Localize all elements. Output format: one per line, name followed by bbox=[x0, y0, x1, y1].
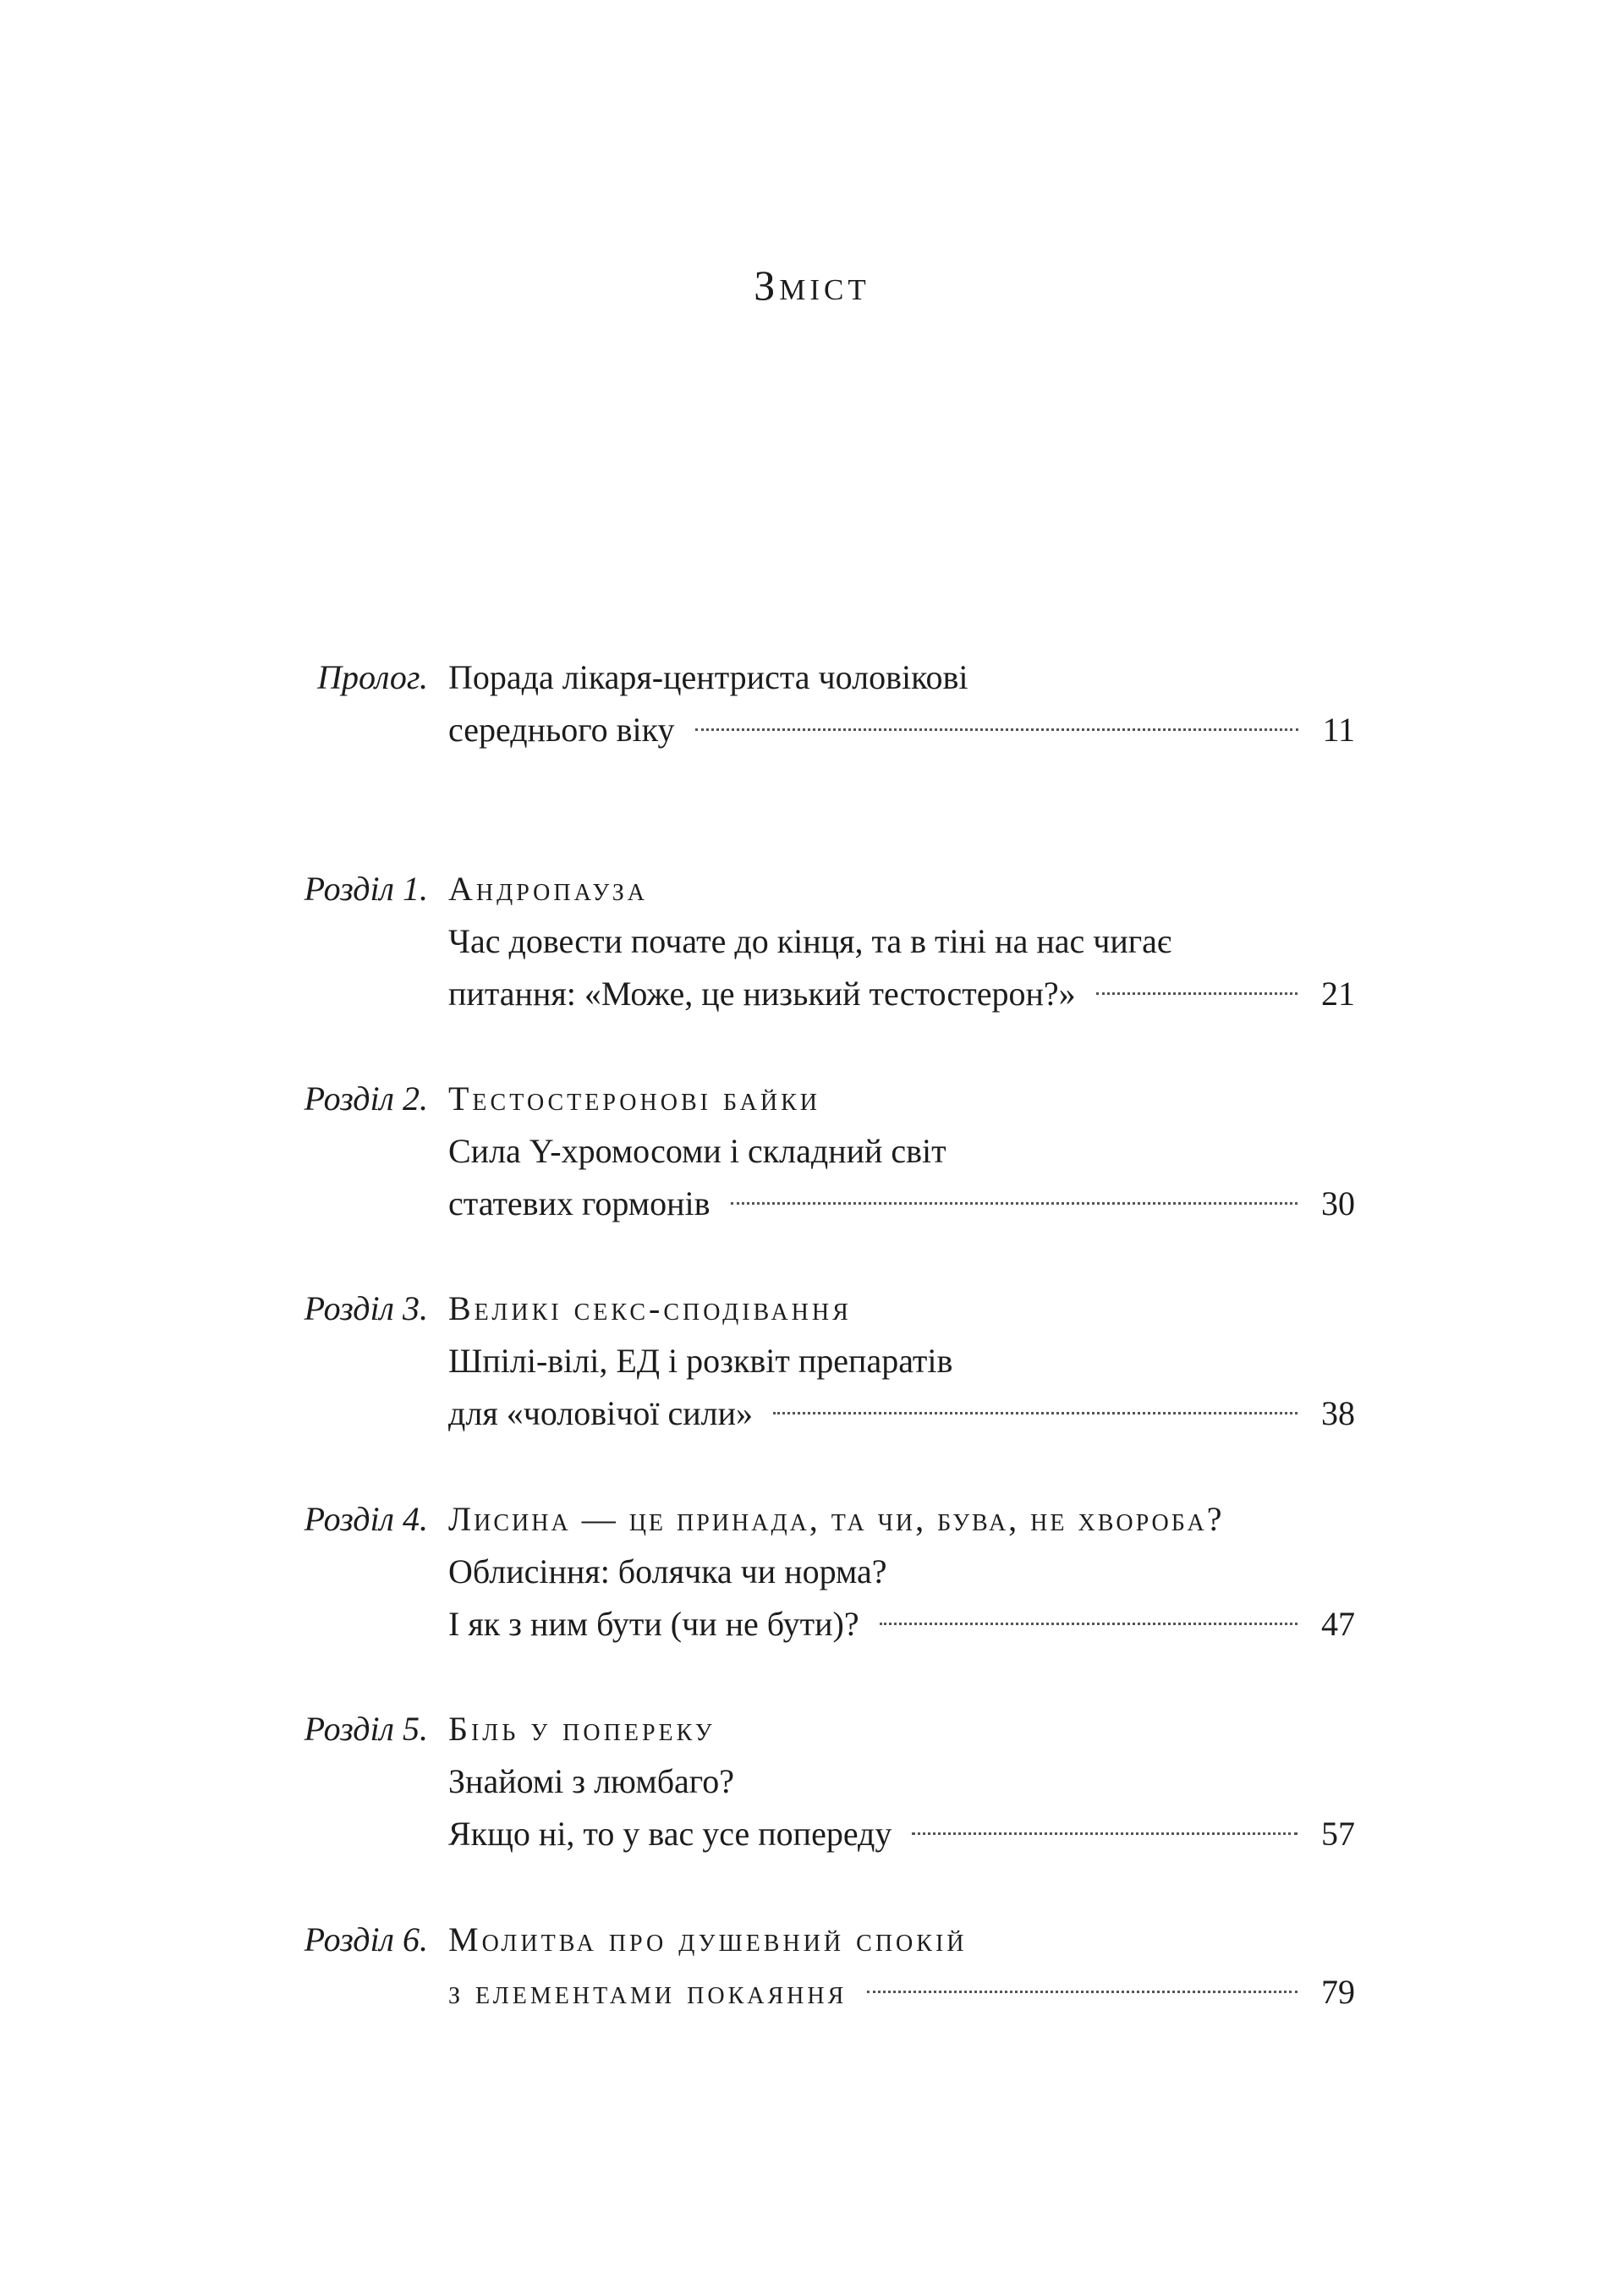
entry-label: Розділ 4. bbox=[304, 1500, 428, 1538]
dot-leader bbox=[773, 1412, 1298, 1414]
entry-subtitle-line: Сила Y-хромосоми і складний світ bbox=[448, 1132, 946, 1170]
entry-label: Пролог. bbox=[317, 658, 428, 696]
page-number: 30 bbox=[1321, 1184, 1355, 1222]
entry-subtitle-last-line: середнього віку bbox=[448, 711, 675, 749]
chapter-heading: Біль у попереку bbox=[448, 1710, 716, 1748]
chapter-heading: Тестостеронові байки bbox=[448, 1079, 821, 1118]
entry-label: Розділ 6. bbox=[304, 1920, 428, 1958]
dot-leader bbox=[695, 728, 1299, 731]
dot-leader bbox=[867, 1991, 1298, 1993]
entry-subtitle-last-line: Якщо ні, то у вас усе попереду bbox=[448, 1815, 892, 1853]
entry-subtitle-line: Знайомі з люмбаго? bbox=[448, 1762, 734, 1800]
entry-label: Розділ 3. bbox=[304, 1289, 428, 1327]
dot-leader bbox=[880, 1623, 1298, 1625]
entry-label: Розділ 5. bbox=[304, 1710, 428, 1748]
entry-subtitle-last-line: статевих гормонів bbox=[448, 1184, 710, 1222]
dot-leader bbox=[731, 1202, 1298, 1205]
chapter-heading: Молитва про душевний спокій bbox=[448, 1920, 968, 1958]
page-title: Зміст bbox=[754, 261, 870, 309]
chapter-heading: Великі секс-сподівання bbox=[448, 1289, 852, 1327]
page-number: 57 bbox=[1321, 1815, 1355, 1853]
page-number: 11 bbox=[1322, 711, 1355, 749]
chapter-heading: Лисина — це принада, та чи, бува, не хвороба? bbox=[448, 1500, 1225, 1538]
entry-subtitle-line: Облисіння: болячка чи норма? bbox=[448, 1552, 887, 1590]
entry-subtitle-line: Шпілі-вілі, ЕД і розквіт препаратів bbox=[448, 1342, 953, 1380]
page-number: 38 bbox=[1321, 1394, 1355, 1432]
entry-subtitle-line: Порада лікаря-центриста чоловікові bbox=[448, 658, 968, 696]
chapter-heading: Андропауза bbox=[448, 870, 649, 908]
entry-subtitle-last-line: питання: «Може, це низький тестостерон?» bbox=[448, 975, 1076, 1013]
page-number: 79 bbox=[1321, 1973, 1355, 2011]
chapter-heading-last-line: з елементами покаяння bbox=[448, 1973, 848, 2011]
entry-label: Розділ 2. bbox=[304, 1079, 428, 1118]
dot-leader bbox=[1096, 992, 1298, 995]
entry-subtitle-line: Час довести почате до кінця, та в тіні на нас чигає bbox=[448, 922, 1172, 960]
entry-label: Розділ 1. bbox=[304, 870, 428, 908]
page-number: 47 bbox=[1321, 1605, 1355, 1643]
dot-leader bbox=[912, 1832, 1298, 1835]
page-number: 21 bbox=[1321, 975, 1355, 1013]
entry-subtitle-last-line: І як з ним бути (чи не бути)? bbox=[448, 1605, 859, 1643]
entry-subtitle-last-line: для «чоловічої сили» bbox=[448, 1394, 754, 1432]
